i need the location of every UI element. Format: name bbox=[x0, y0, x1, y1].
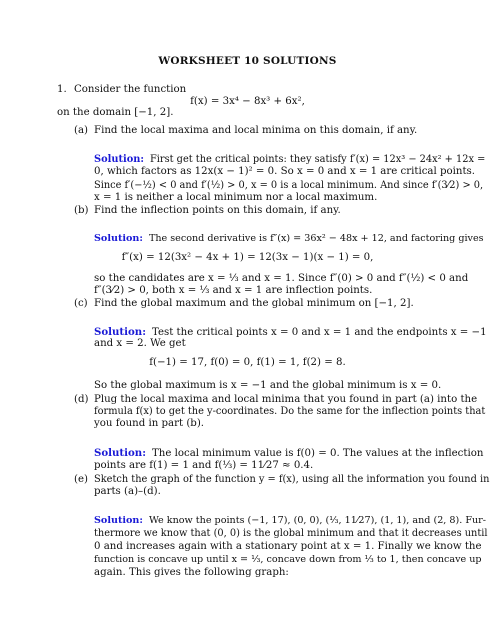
part-a-solution-line-1 bbox=[94, 154, 485, 166]
part-e-solution-line-4: function is concave up until x = ⅓, concave down from ⅓ to 1, then concave up bbox=[94, 554, 482, 565]
part-c-solution-text-1: Test the critical points x = 0 and x = 1 and the endpoints x = −1 bbox=[151, 327, 487, 338]
problem-domain: on the domain [−1, 2]. bbox=[57, 107, 174, 118]
page-title: WORKSHEET 10 SOLUTIONS bbox=[158, 55, 337, 67]
part-b-second-derivative-equation: f″(x) = 12(3x² − 4x + 1) = 12(3x − 1)(x − 1) = 0, bbox=[121, 252, 374, 263]
part-a-question: Find the local maxima and local minima on this domain, if any. bbox=[94, 125, 418, 136]
part-b-solution-line-1 bbox=[94, 233, 484, 245]
solution-label: Solution: bbox=[94, 326, 146, 338]
part-b-solution-line-3: f″(3⁄2) > 0, both x = ⅓ and x = 1 are inflection points. bbox=[94, 285, 373, 296]
part-e-label: (e) bbox=[74, 474, 88, 485]
part-e-solution-text-1: We know the points (−1, 17), (0, 0), (⅓, 11⁄27), (1, 1), and (2, 8). Fur- bbox=[148, 515, 487, 526]
part-a-solution-text-1: First get the critical points: they satisfy f′(x) = 12x³ − 24x² + 12x = bbox=[149, 154, 486, 165]
solution-label: Solution: bbox=[94, 515, 143, 526]
part-a-solution-line-2: 0, which factors as 12x(x − 1)² = 0. So x = 0 and x = 1 are critical points. bbox=[94, 166, 476, 177]
part-e-solution-line-3: 0 and increases again with a stationary point at x = 1. Finally we know the bbox=[94, 541, 482, 552]
part-e-question-line-2: parts (a)–(d). bbox=[94, 486, 161, 497]
part-b-question: Find the inflection points on this domain, if any. bbox=[94, 205, 341, 216]
part-d-question-line-1: Plug the local maxima and local minima that you found in part (a) into the bbox=[94, 394, 478, 405]
problem-intro: Consider the function bbox=[74, 84, 187, 95]
part-e-question-line-1: Sketch the graph of the function y = f(x), using all the information you found in bbox=[94, 474, 490, 485]
part-e-solution-line-2: thermore we know that (0, 0) is the global minimum and that it decreases until bbox=[94, 528, 488, 539]
part-c-function-values: f(−1) = 17, f(0) = 0, f(1) = 1, f(2) = 8. bbox=[149, 357, 346, 368]
part-d-question-line-2: formula f(x) to get the y-coordinates. Do the same for the inflection points that bbox=[94, 406, 486, 417]
part-e-solution-line-5: again. This gives the following graph: bbox=[94, 567, 289, 578]
part-d-solution-line-1 bbox=[94, 447, 483, 460]
part-d-solution-text-1: The local minimum value is f(0) = 0. The values at the inflection bbox=[151, 448, 484, 459]
part-d-solution-line-2: points are f(1) = 1 and f(⅓) = 11⁄27 ≈ 0.4. bbox=[94, 460, 314, 471]
solution-label: Solution: bbox=[94, 154, 144, 165]
solution-label: Solution: bbox=[94, 447, 146, 459]
part-a-solution-line-4: x = 1 is neither a local minimum nor a local maximum. bbox=[94, 192, 378, 203]
part-d-label: (d) bbox=[74, 394, 89, 405]
part-d-question-line-3: you found in part (b). bbox=[94, 418, 205, 429]
part-a-label: (a) bbox=[74, 125, 89, 136]
part-a-solution-line-3: Since f′(−½) < 0 and f′(½) > 0, x = 0 is a local minimum. And since f′(3⁄2) > 0, bbox=[94, 180, 484, 191]
solution-label: Solution: bbox=[94, 233, 143, 244]
part-c-solution-line-3: So the global maximum is x = −1 and the global minimum is x = 0. bbox=[94, 380, 442, 391]
part-b-solution-text-1: The second derivative is f″(x) = 36x² − 48x + 12, and factoring gives bbox=[148, 233, 484, 244]
problem-number: 1. bbox=[57, 84, 67, 95]
part-b-solution-line-2: so the candidates are x = ⅓ and x = 1. Since f″(0) > 0 and f″(½) < 0 and bbox=[94, 273, 469, 284]
part-b-label: (b) bbox=[74, 205, 89, 216]
part-c-question: Find the global maximum and the global minimum on [−1, 2]. bbox=[94, 298, 414, 309]
function-definition: f(x) = 3x⁴ − 8x³ + 6x², bbox=[190, 96, 305, 107]
part-c-label: (c) bbox=[74, 298, 88, 309]
part-e-solution-line-1 bbox=[94, 515, 486, 527]
part-c-solution-line-2: and x = 2. We get bbox=[94, 338, 186, 349]
